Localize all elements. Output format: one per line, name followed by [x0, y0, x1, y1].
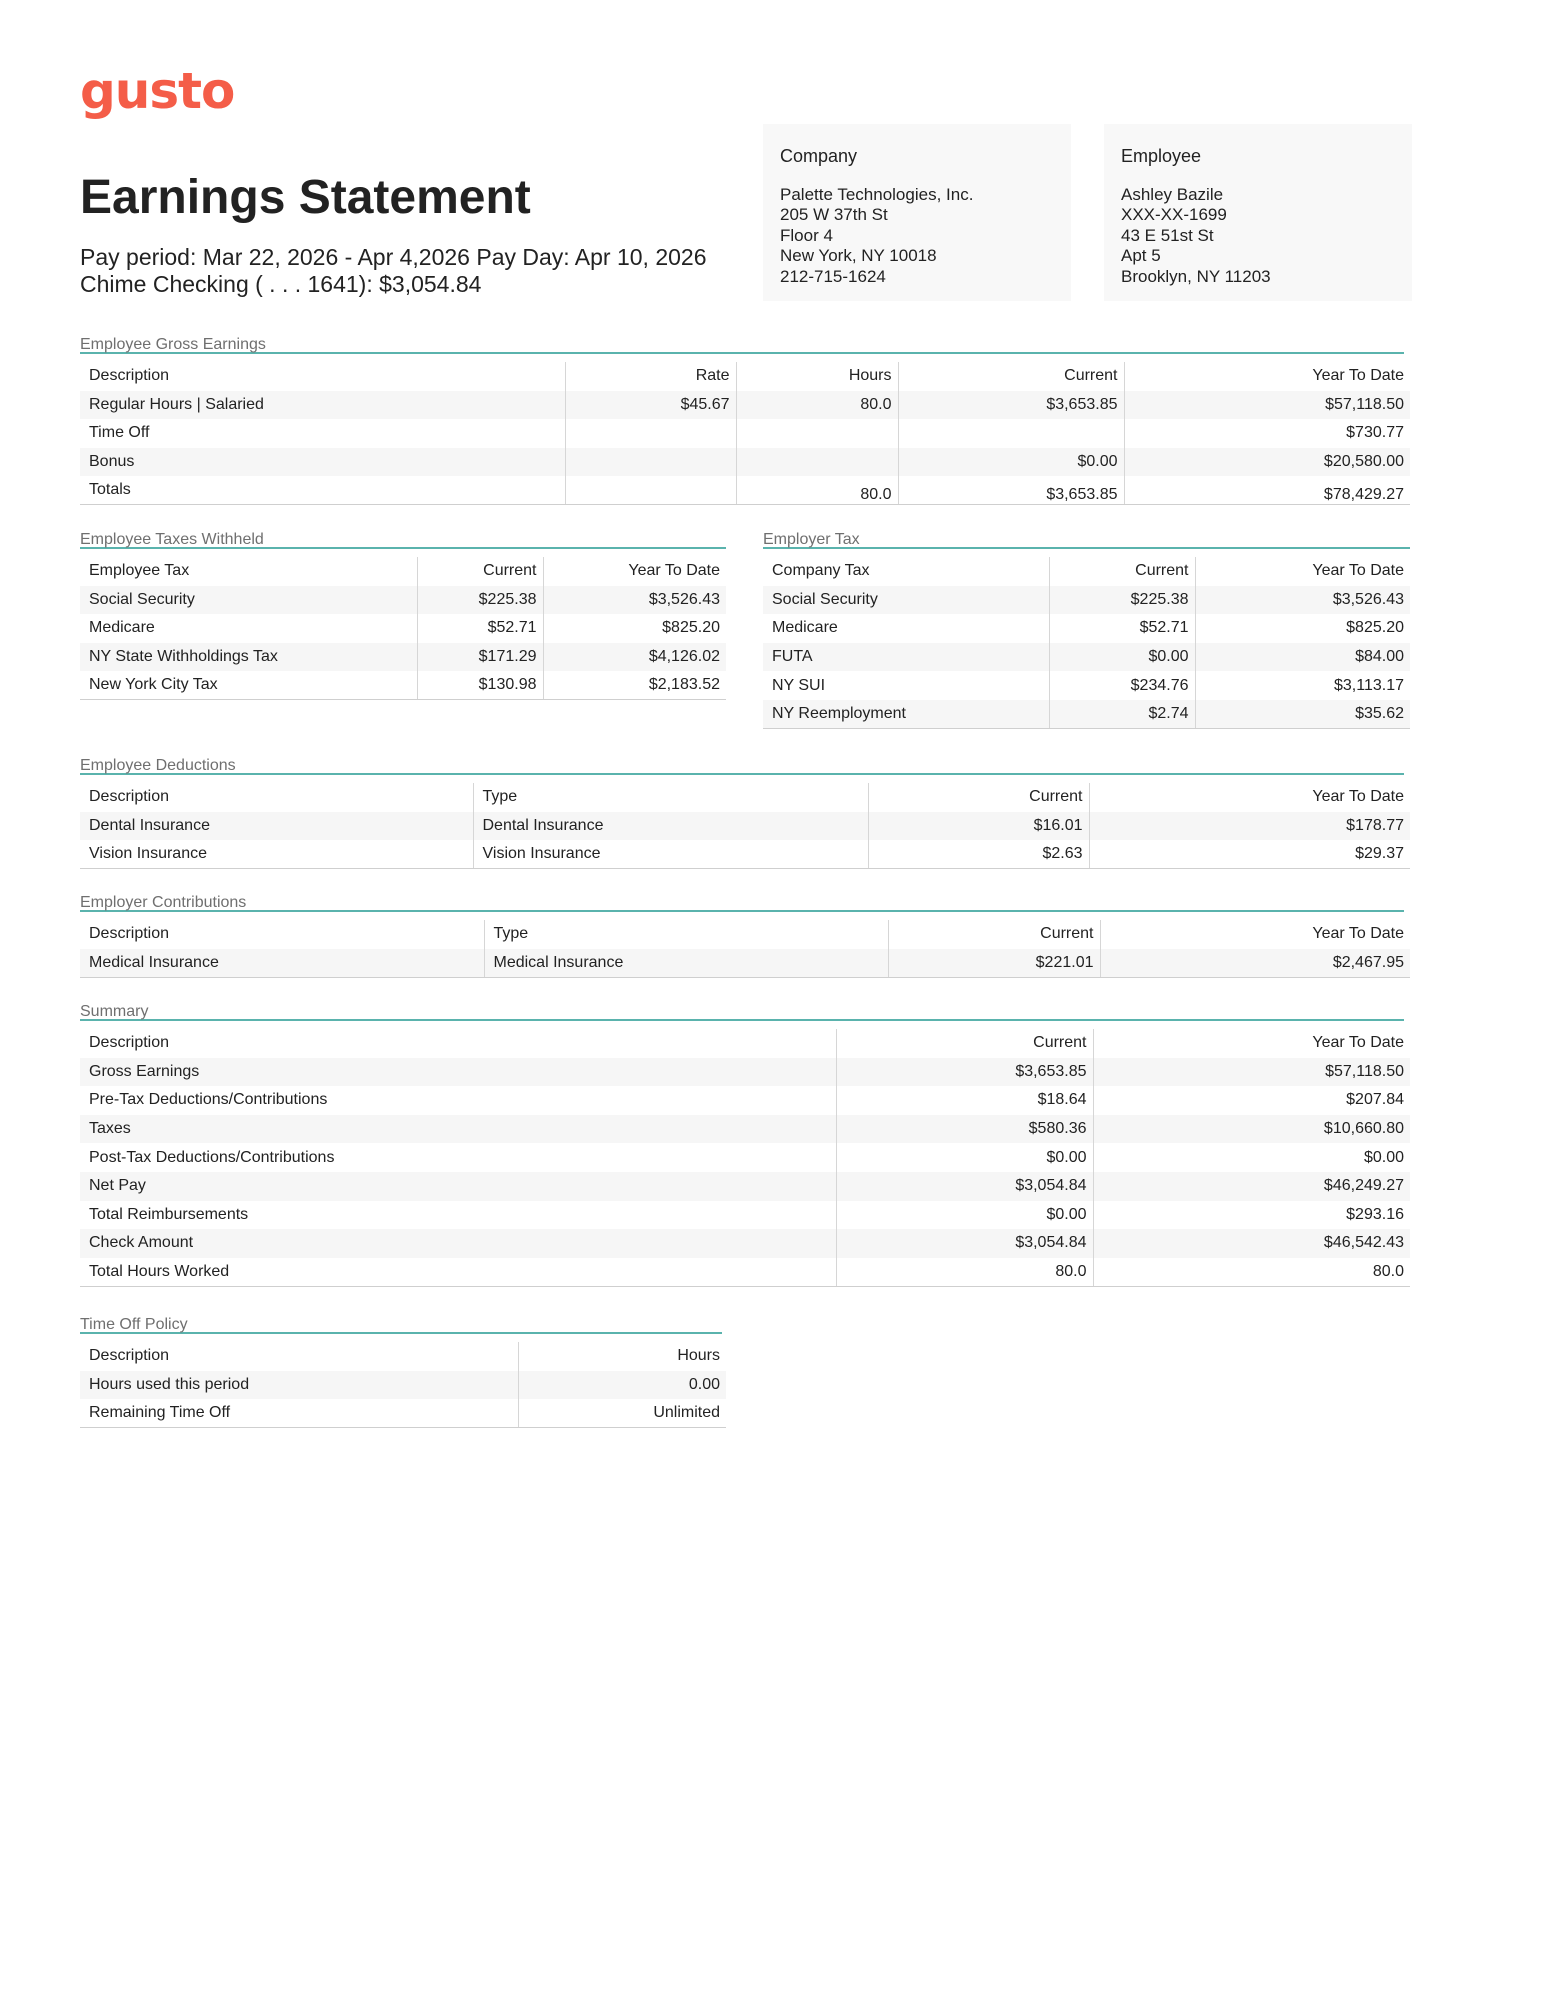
column-header: Hours	[518, 1342, 726, 1371]
table-row	[80, 1143, 1410, 1172]
table-cell: 80.0	[736, 391, 898, 420]
table-row	[80, 812, 1410, 841]
column-header: Year To Date	[1093, 1029, 1410, 1058]
employee-address-line-1: 43 E 51st St	[1121, 225, 1214, 245]
employee-deductions-table	[80, 783, 1410, 869]
gross-earnings-section	[80, 335, 1410, 505]
table-cell: $35.62	[1195, 700, 1410, 729]
table-cell: $0.00	[836, 1201, 1093, 1230]
table-row	[80, 643, 726, 672]
table-cell: $84.00	[1195, 643, 1410, 672]
employee-card	[1104, 124, 1412, 301]
table-header-row	[80, 557, 726, 586]
table-cell: $3,054.84	[836, 1172, 1093, 1201]
employee-ssn: XXX-XX-1699	[1121, 205, 1227, 224]
column-header: Current	[836, 1029, 1093, 1058]
table-row	[80, 1229, 1410, 1258]
table-row	[763, 614, 1410, 643]
table-cell: $0.00	[898, 448, 1124, 477]
table-row	[80, 840, 1410, 869]
summary-table	[80, 1029, 1410, 1287]
table-row	[80, 1058, 1410, 1087]
section-title: Employee Gross Earnings	[80, 335, 1404, 354]
table-row	[80, 671, 726, 700]
table-row	[80, 1399, 726, 1428]
company-city-state-zip: New York, NY 10018	[780, 246, 937, 265]
table-row	[80, 1086, 1410, 1115]
table-cell: Net Pay	[80, 1172, 836, 1201]
table-cell: Regular Hours | Salaried	[80, 391, 565, 420]
table-row	[80, 1172, 1410, 1201]
employer-tax-section	[763, 530, 1410, 729]
table-cell: $0.00	[1093, 1143, 1410, 1172]
table-cell: $171.29	[417, 643, 543, 672]
section-title: Employer Tax	[763, 530, 1410, 549]
pay-period-line: Pay period: Mar 22, 2026 - Apr 4,2026 Pay Day: Apr 10, 2026	[80, 244, 707, 270]
employee-name: Ashley Bazile	[1121, 184, 1224, 204]
table-cell: NY State Withholdings Tax	[80, 643, 417, 672]
table-cell: Post-Tax Deductions/Contributions	[89, 1148, 335, 1166]
table-header-row	[80, 1342, 726, 1371]
company-phone: 212-715-1624	[780, 266, 886, 286]
table-row	[80, 614, 726, 643]
table-cell: $178.77	[1089, 812, 1410, 841]
table-cell: $3,653.85	[836, 1058, 1093, 1087]
pay-info	[80, 244, 707, 298]
employer-contributions-table	[80, 920, 1410, 978]
section-title: Time Off Policy	[80, 1315, 722, 1334]
employer-contributions-section	[80, 893, 1410, 978]
deposit-line: Chime Checking ( . . . 1641): $3,054.84	[80, 271, 482, 297]
table-cell: $2.74	[1049, 700, 1195, 729]
table-cell: $293.16	[1093, 1201, 1410, 1230]
company-address-line-1: 205 W 37th St	[780, 205, 888, 224]
table-cell: Totals	[80, 476, 565, 505]
table-cell	[565, 476, 736, 505]
table-cell: Dental Insurance	[80, 812, 473, 841]
section-title: Employer Contributions	[80, 893, 1404, 912]
employee-taxes-section	[80, 530, 726, 700]
table-header-row	[80, 920, 1410, 949]
table-row	[80, 949, 1410, 978]
table-cell: NY SUI	[772, 676, 826, 694]
page-title: Earnings Statement	[80, 171, 531, 224]
column-header: Current	[1049, 557, 1195, 586]
table-cell: Medicare	[89, 619, 155, 637]
column-header: Year To Date	[1195, 557, 1410, 586]
table-cell: $3,653.85	[898, 391, 1124, 420]
column-header: Rate	[565, 362, 736, 391]
table-row	[80, 1258, 1410, 1287]
table-cell: New York City Tax	[80, 671, 417, 700]
employee-address-line-2: Apt 5	[1121, 246, 1161, 265]
column-header: Current	[888, 920, 1100, 949]
table-row	[763, 643, 1410, 672]
table-cell: Bonus	[80, 448, 565, 477]
table-cell: $29.37	[1089, 840, 1410, 869]
table-cell: 80.0	[736, 476, 898, 505]
table-cell: $57,118.50	[1093, 1058, 1410, 1087]
table-header-row	[80, 1029, 1410, 1058]
table-cell: 0.00	[518, 1371, 726, 1400]
table-cell: $16.01	[868, 812, 1089, 841]
table-cell: $3,526.43	[543, 586, 726, 615]
table-cell: $52.71	[417, 614, 543, 643]
table-cell	[565, 419, 736, 448]
employee-taxes-table	[80, 557, 726, 700]
table-cell: Social Security	[80, 586, 417, 615]
table-cell: $2,467.95	[1100, 949, 1410, 978]
table-cell: NY Reemployment	[763, 700, 1049, 729]
table-cell: Unlimited	[518, 1399, 726, 1428]
table-cell: 80.0	[836, 1258, 1093, 1287]
table-cell: $0.00	[836, 1143, 1093, 1172]
table-cell: $2,183.52	[543, 671, 726, 700]
table-cell: Taxes	[80, 1115, 836, 1144]
table-cell: $45.67	[565, 391, 736, 420]
column-header: Description	[89, 367, 170, 385]
company-card	[763, 124, 1071, 301]
table-cell: $825.20	[543, 614, 726, 643]
table-cell: $3,113.17	[1195, 671, 1410, 700]
table-cell: Check Amount	[80, 1229, 836, 1258]
time-off-section	[80, 1315, 726, 1428]
column-header: Type	[484, 920, 888, 949]
table-cell: Medical Insurance	[80, 949, 484, 978]
table-cell: Remaining Time Off	[80, 1399, 518, 1428]
company-label: Company	[780, 146, 858, 166]
section-title: Employee Deductions	[80, 756, 1404, 775]
table-cell: $3,653.85	[898, 476, 1124, 505]
table-row	[80, 1201, 1410, 1230]
table-cell: Pre-Tax Deductions/Contributions	[89, 1091, 328, 1109]
table-header-row	[80, 362, 1410, 391]
table-row	[80, 1115, 1410, 1144]
table-cell: $46,542.43	[1093, 1229, 1410, 1258]
table-row	[763, 586, 1410, 615]
table-cell	[736, 448, 898, 477]
table-cell: $225.38	[1049, 586, 1195, 615]
column-header: Type	[473, 783, 868, 812]
table-row	[80, 391, 1410, 420]
gusto-logo: gusto	[80, 62, 235, 120]
table-cell: $18.64	[836, 1086, 1093, 1115]
column-header: Company Tax	[772, 562, 870, 580]
column-header: Hours	[736, 362, 898, 391]
column-header: Year To Date	[543, 557, 726, 586]
table-row	[80, 1371, 726, 1400]
table-cell: Medical Insurance	[484, 949, 888, 978]
employer-tax-table	[763, 557, 1410, 729]
table-cell: $2.63	[868, 840, 1089, 869]
table-cell: $730.77	[1124, 419, 1410, 448]
table-cell: Medicare	[772, 619, 838, 637]
column-header: Description	[89, 1347, 170, 1365]
table-cell	[898, 419, 1124, 448]
company-address-line-2: Floor 4	[780, 225, 833, 245]
summary-section	[80, 1002, 1410, 1287]
table-cell	[565, 448, 736, 477]
column-header: Employee Tax	[89, 562, 190, 580]
table-header-row	[80, 783, 1410, 812]
table-cell: $52.71	[1049, 614, 1195, 643]
column-header: Current	[898, 362, 1124, 391]
employee-deductions-section	[80, 756, 1410, 869]
section-title: Summary	[80, 1002, 1404, 1021]
table-header-row	[763, 557, 1410, 586]
table-cell: $825.20	[1195, 614, 1410, 643]
table-cell: $580.36	[836, 1115, 1093, 1144]
table-row	[763, 671, 1410, 700]
table-cell: $225.38	[417, 586, 543, 615]
table-cell: Vision Insurance	[80, 840, 473, 869]
time-off-table	[80, 1342, 726, 1428]
table-cell: $4,126.02	[543, 643, 726, 672]
table-cell: Dental Insurance	[473, 812, 868, 841]
table-cell: $3,054.84	[836, 1229, 1093, 1258]
table-cell: $207.84	[1093, 1086, 1410, 1115]
table-row	[80, 586, 726, 615]
table-cell: $234.76	[1049, 671, 1195, 700]
column-header: Current	[417, 557, 543, 586]
column-header: Year To Date	[1100, 920, 1410, 949]
totals-row	[80, 476, 1410, 505]
table-row	[763, 700, 1410, 729]
table-cell: $20,580.00	[1124, 448, 1410, 477]
table-cell: Vision Insurance	[473, 840, 868, 869]
table-cell: $130.98	[417, 671, 543, 700]
column-header: Year To Date	[1089, 783, 1410, 812]
table-cell: Time Off	[89, 424, 150, 442]
table-cell: $0.00	[1049, 643, 1195, 672]
table-row	[80, 419, 1410, 448]
table-cell: Social Security	[763, 586, 1049, 615]
table-cell: Gross Earnings	[80, 1058, 836, 1087]
gross-earnings-table	[80, 362, 1410, 505]
column-header: Current	[868, 783, 1089, 812]
employee-label: Employee	[1121, 146, 1202, 166]
table-cell: Hours used this period	[80, 1371, 518, 1400]
table-cell: 80.0	[1093, 1258, 1410, 1287]
table-row	[80, 448, 1410, 477]
table-cell: $46,249.27	[1093, 1172, 1410, 1201]
table-cell: $10,660.80	[1093, 1115, 1410, 1144]
table-cell: Total Hours Worked	[80, 1258, 836, 1287]
table-cell: $57,118.50	[1124, 391, 1410, 420]
section-title: Employee Taxes Withheld	[80, 530, 726, 549]
employee-city-state-zip: Brooklyn, NY 11203	[1121, 266, 1271, 286]
column-header: Description	[89, 1034, 170, 1052]
table-cell: Total Reimbursements	[89, 1205, 249, 1223]
column-header: Year To Date	[1124, 362, 1410, 391]
table-cell: $221.01	[888, 949, 1100, 978]
table-cell: $78,429.27	[1124, 476, 1410, 505]
column-header: Description	[89, 788, 170, 806]
table-cell: $3,526.43	[1195, 586, 1410, 615]
table-cell	[736, 419, 898, 448]
company-name: Palette Technologies, Inc.	[780, 184, 974, 204]
column-header: Description	[89, 925, 170, 943]
table-cell: FUTA	[763, 643, 1049, 672]
